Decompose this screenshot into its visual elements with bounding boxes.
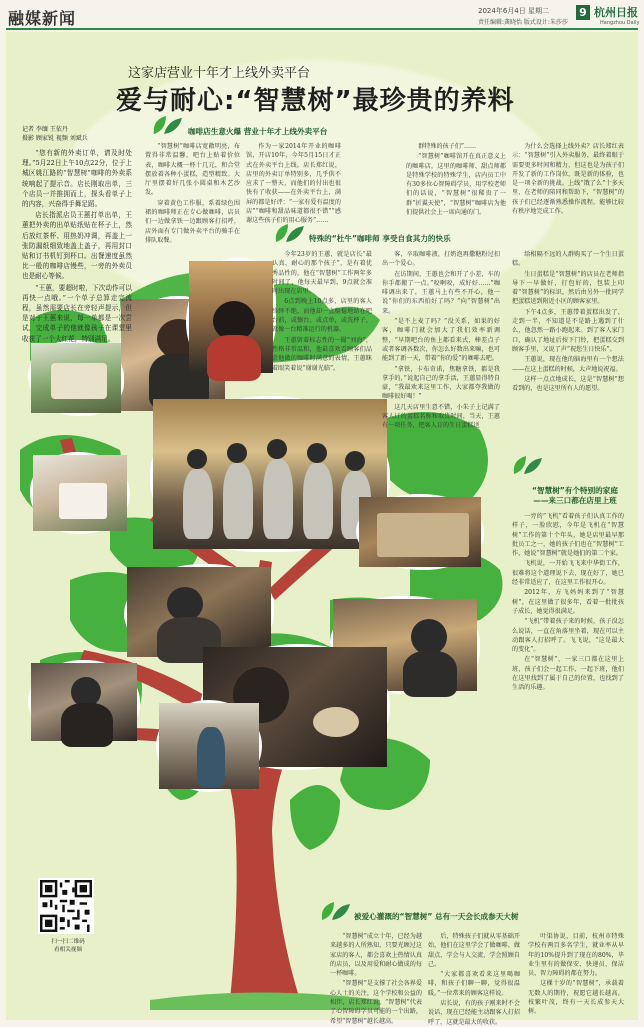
photo-cake-boxes [30,452,130,534]
leaf-icon [510,452,546,478]
photo-group-staff [150,396,390,552]
photo-storefront [28,340,124,416]
lead-paragraph: 店长指派店员王蕙打单出单，王蕙把外卖的出单贴纸贴在杯子上，然后放红茶杯、用热奶冲调，再盖上一张防漏纸细致地盖上盖子，再用封口贴和订书机钉到杯口。出餐速度虽然比一般的咖啡店慢些，一旁的外卖员也是耐心等候。 [22,211,132,281]
byline-photo-video: 摄影 顾家锐 视频 刘斌兵 [22,135,88,142]
photo-barista-counter [124,564,274,660]
paragraph: 下午4点多，王蕙带着蛋糕出发了，走到一半，不知道是不是路上遇到了什么，他忽然一路小跑起来。到了客人家门口，确认了地址后按下门铃，把蛋糕交到顾客手里，又说了声“祝您生日快乐”。 [512,308,624,353]
leaf-icon [150,112,186,138]
column-a [145,142,240,244]
lead-paragraph: “王蕙，要超时啦，下次动作可以再快一点哦。”一个单子总算走完流程，虽然需要店长在旁轻声提示，但是对于王蕙来说，每一单都是一次尝试，完成单子的他就像孩子在课堂里收获了一个大红花，特别满足。 [22,283,132,343]
paragraph: “飞机”带着孩子来的时候，孩子没怎么说话，一直在角落里坐着，现在可以主动跟客人打招呼了。飞飞说，“这是最大的变化”。 [512,618,624,654]
photo-award-wall [356,494,484,570]
paragraph: “大家都喜欢看来这里喝咖啡，和孩子们聊一聊，觉得很温暖。”一位常来的顾客这样说。 [428,971,520,997]
paragraph: 客，卒取咖啡液，打奶泡再撒糖粉过扣出一个爱心。 [382,251,500,268]
paragraph: 王蕙说，现在他的脑海里有一个想法——在这上蛋糕的时候，大声地说祝福。 [512,356,624,373]
paragraph: 今年23岁的王蕙，就是店长“最认真、耐心的那个孩子”，是有着优秀品性的，他在“智慧树”工作两年多时间了，他每天最早到，9点就会准时出现在店里。 [272,251,372,296]
subhead-2: 特殊的“杜牛”咖啡师 享受自食其力的快乐 [309,234,451,243]
paragraph: “拿铁，卡布奇诺，焦糖拿铁，都是我拿手的，”说起自己的拿手活，王蕙显得特自豪，“我最欢来这里工作，大家都夸我做的咖啡很好喝！” [382,365,500,401]
paragraph: 飞机说，一开始飞飞来中华街工作，很难将这个道理说下去，现在好了，她已经非常适应了，在这里工作很开心。 [512,560,624,587]
paragraph: “智慧树”咖啡店宽敞明亮，布置得非常温馨，吧台上贴着价位表，咖啡大概一杯十几元，和合堂摆放着各种小蛋糕，造型精致。大厅里摆着好几张小圆桌和木艺沙发。 [145,143,240,197]
paragraph: 生日蛋糕是“智慧树”的店员在老师指导下一早做好，打包好的，包装上印着“智慧树”的标识，然后由另外一批同学把蛋糕送到附近小区的顾客家里。 [512,270,624,306]
column-e [272,250,372,390]
newspaper-logo: 杭州日报 [594,6,638,19]
qr-code[interactable] [38,878,94,934]
paragraph: 在“智慧树”，一家三口都在这里上班，孩子们会一起工作、一起下班，他们在这里找到了属于自己的位置，也找到了生活的乐趣。 [512,656,624,692]
article-headline: 爱与耐心:“智慧树”最珍贵的养料 [116,86,515,116]
leaf-icon [318,898,354,924]
paragraph: 一旁的“飞机”看着孩子们认真工作的样子，一脸欣慰，今年是飞机在“智慧树”工作的第十个年头，她是店里最早那批员工之一，她的孩子们也在“智慧树”工作，她说“智慧树”就是她们的第二个家。 [512,513,624,558]
paragraph: “智慧树”成立十年，已经为越来越多的人所熟知，只要光顾过这家店的客人，都会喜欢上热情认真的店员，以及用爱和耐心做成的每一杯咖啡。 [330,933,422,978]
paragraph: 这几天店里生意不错，小朱子上记满了客人订的蛋糕名称和取货时间，当天，王蕙有一项任务，把客人订的生日蛋糕送 [382,403,500,430]
newspaper-logo-sub: Hangzhou Daily [600,20,640,26]
paragraph: 这棵十岁的“智慧树”，承载着无数人的期待，祝愿它越长越高，枝繁叶茂，终有一天长成参天大树。 [528,980,624,1016]
paragraph: 叶渠协说，目前，杭州市特殊学校有两百多名学生，就业率从早年的10%提升到了现在的80%，毕业生里有的做保安、快递员、保洁员，智力障碍的都在努力。 [528,933,624,978]
photo-delivery [156,700,262,792]
paragraph: “智慧树”是支撑了社会各界爱心人士的关注，这个学校和公益的相伴，店长郑红说，“智慧树”代表了心智障碍学员可能的一个出路，希望“智慧树”越长越高。 [330,980,422,1025]
lead-paragraph: “您有新的外卖订单，请及时处理。”5月22日上午10点22分，位于上城区姚江路的“智慧树”咖啡的外卖系统响起了提示音。店长刚取出单，三个店员一并推拥而上，探头看单子上的内容，兴奋得手舞足蹈。 [22,149,132,209]
paragraph: 店长说，有的孩子刚来时不会说话，现在已经能主动跟客人打招呼了，这就是最大的收获。 [428,1000,520,1026]
article-byline [22,125,88,143]
section-name: 融媒新闻 [8,9,77,28]
leaf-icon [272,220,308,246]
qr-caption: 扫一扫二维码 看相关视频 [51,939,85,953]
column-c [406,142,506,217]
paragraph: 在访期间，王蕙也会和开了小差，车的你手都搬了一点。”咬啊咬，成好好……”咖啡调出来了，王蕙马上有些不开心，他一说“你们的东西拍好了吗？”向“智慧树”出来。 [382,270,500,315]
column-i [330,932,422,1025]
paragraph: 后，特殊孩子们就从零基础开始，他们在这里学会了做咖啡、做甜点，学会与人交流，学会照顾自己。 [428,933,520,968]
paragraph: 穿着黄色工作服，系着绿色围裙的咖啡师正在专心做咖啡，店员们一边做拿铁一边跟顾客打招呼，店外面有专门做外卖平台的骑手在排队取餐。 [145,199,240,244]
paragraph: 群特殊的孩子们”…… [418,143,477,150]
paragraph: 为什么会选择上线外卖？店长郑红表示：“智慧树”引入外卖服务，最终着眼于需要更多时间和精力，但这也是为孩子们开发了新的工作岗位，既是新的体验，也是一项全新的挑战。上线“饿了么”十多天里，在老师的陪同和帮助下，“智慧树”的孩子们已经逐渐熟悉操作流程，能够比较有秩序地完成工作。 [512,143,624,216]
editor-credits: 责任编辑:龚晓怡 版式设计:朱莎莎 [478,19,568,26]
article-lead [22,148,132,345]
paragraph: 这样一点点地成长，这是“智慧树”想看到的，也是这里所有人的愿望。 [512,375,624,393]
paragraph: 6点到晚上10点多，店里的客人络绎不绝，而他却一直稳稳地站在吧台前，或擦台、或点单，或洗杯子，就像一台精准运行的机器。 [272,298,372,334]
paragraph: 给相隔不远的人群购买了一个生日蛋糕。 [512,251,624,268]
subhead-4: 被爱心灌溉的“智慧树” 总有一天会长成参天大树 [354,912,519,921]
subhead-1: 咖啡店生意火爆 营业十年才上线外卖平台 [188,127,328,136]
paragraph: “智慧树”咖啡馆开在真正意义上的咖啡店，这里的咖啡师、甜点师都是特殊学校的特殊学生，店内员工中有30多位心智障碍学员，用学校老师们的话说，“智慧树”很稀贵了一群“折翼天使”，“智慧树”咖啡店为他们提供社会上一席向通的门。 [406,153,506,217]
paragraph: 王蕙留着标志性的一撮“刘海”，性格非常温和，他最喜欢看顾客们品尝他做的咖啡时满意的表情，王蕙眯着眼笑着说“谢谢光临”。 [272,336,372,372]
column-f [382,250,500,450]
byline-reporters: 记者 李缅 王依丹 [22,126,68,133]
paragraph: 2012年，方飞妈妈来到了“智慧树”，在这里做了很多年，看着一批批孩子成长，她觉得很满足。 [512,589,624,615]
article-kicker: 这家店营业十年才上线外卖平台 [128,66,311,81]
column-h [512,512,624,862]
page-number: 9 [576,5,590,20]
column-g [512,250,624,440]
paragraph: 作为一家2014年开业的咖啡馆，开店10年，今年5月15日才正式在外卖平台上线。店长郑红说，店里的外卖订单特别多，几乎供不应求了一整天，而他们的付出也很快有了收获——在外卖平台上，满屏的都是好评：“一家有爱有温度的店”“咖啡和甜品味道都很不错”“感谢这些孩子们的用心服务”…… [246,143,341,225]
paragraph: “是不上麦了吗？”没关系，如果的好客，咖啡门就会加大了我们效率新调整，“早期吧台的鱼上都看来式，棒差点子或者客调各数次，你怎么好数出来嘛，也可能到了新一天，带着“你的爱”的咖啡去吧。 [382,318,500,363]
column-k [528,932,624,1016]
column-d [512,142,624,214]
subhead-3: “智慧树”有个特别的家庭 ——来三口都在店里上班 [532,486,618,505]
photo-staff-smiling [186,258,276,376]
issue-date: 2024年6月4日 星期二 [478,7,549,15]
column-j [428,932,520,1026]
column-b [246,142,341,225]
photo-chef-mask [28,660,140,744]
